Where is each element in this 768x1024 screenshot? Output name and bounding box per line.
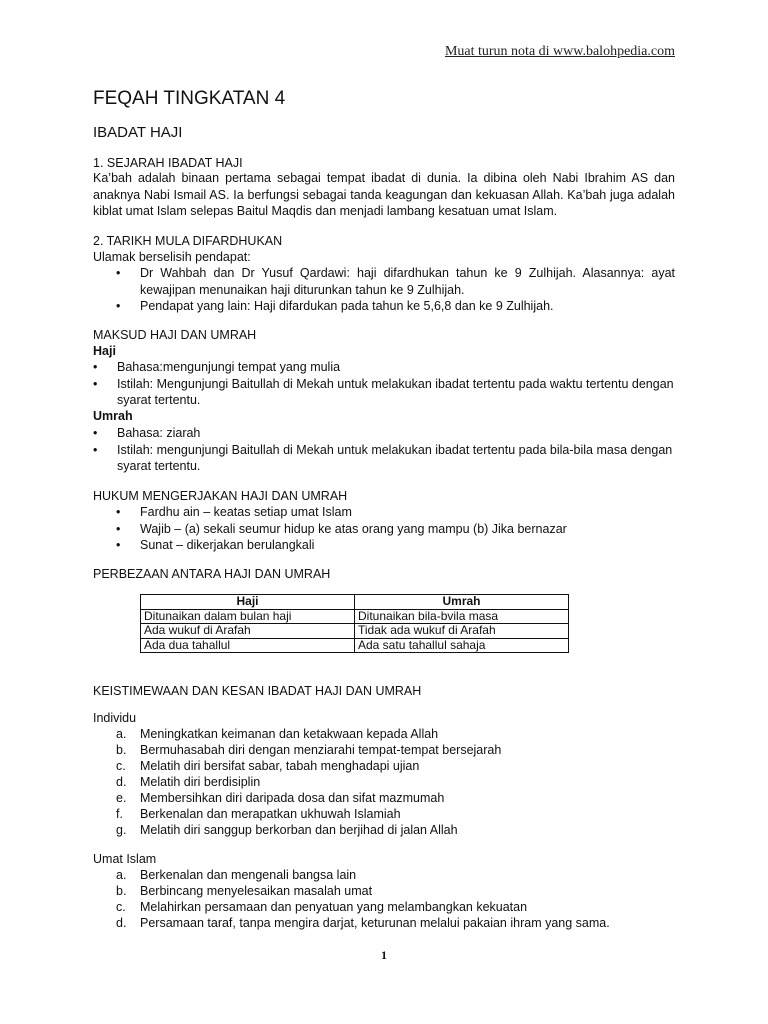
bullet-icon: • <box>93 360 98 374</box>
list-item-text: Meningkatkan keimanan dan ketakwaan kepada Allah <box>140 727 439 741</box>
list-item-text: Berbincang menyelesaikan masalah umat <box>140 884 373 898</box>
page-title: FEQAH TINGKATAN 4 <box>93 88 286 109</box>
table-header-cell: Umrah <box>355 595 569 610</box>
label-individu: Individu <box>93 711 137 725</box>
list-item-text: Pendapat yang lain: Haji difardukan pada tahun ke 5,6,8 dan ke 9 Zulhijah. <box>140 299 554 313</box>
table-cell: Ditunaikan bila-bvila masa <box>355 609 569 624</box>
page-subtitle: IBADAT HAJI <box>93 124 183 141</box>
list-item-text: Membersihkan diri daripada dosa dan sifat mazmumah <box>140 791 445 805</box>
list-item <box>116 806 675 822</box>
table-cell: Ada satu tahallul sahaja <box>355 638 569 653</box>
list-haji <box>93 359 675 409</box>
list-item <box>116 774 675 790</box>
list-item-text: Wajib – (a) sekali seumur hidup ke atas orang yang mampu (b) Jika bernazar <box>140 521 567 536</box>
list-item-text: Berkenalan dan mengenali bangsa lain <box>140 868 357 882</box>
list-item <box>116 298 675 315</box>
list-item <box>93 425 675 442</box>
section-heading-keistimewaan: KEISTIMEWAAN DAN KESAN IBADAT HAJI DAN UMRAH <box>93 684 422 698</box>
list-marker: c. <box>116 759 126 773</box>
list-item-text: Melatih diri berdisiplin <box>140 775 261 789</box>
list-item-text: Berkenalan dan merapatkan ukhuwah Islamiah <box>140 807 401 821</box>
list-marker: d. <box>116 775 127 789</box>
list-marker: d. <box>116 916 127 930</box>
list-item-text: Fardhu ain – keatas setiap umat Islam <box>140 505 352 519</box>
list-marker: c. <box>116 900 126 914</box>
section-heading-tarikh: 2. TARIKH MULA DIFARDHUKAN <box>93 234 283 248</box>
list-umrah <box>93 425 675 475</box>
bullet-icon: • <box>116 299 121 313</box>
label-umrah: Umrah <box>93 409 133 423</box>
section-heading-hukum: HUKUM MENGERJAKAN HAJI DAN UMRAH <box>93 489 348 503</box>
comparison-table <box>140 594 569 653</box>
bullet-icon: • <box>116 505 121 519</box>
list-item-text: Bahasa:mengunjungi tempat yang mulia <box>117 360 341 374</box>
list-item <box>116 790 675 806</box>
list-item-text: Sunat – dikerjakan berulangkali <box>140 538 315 552</box>
table-cell: Ditunaikan dalam bulan haji <box>141 609 355 624</box>
list-item-text: Persamaan taraf, tanpa mengira darjat, keturunan melalui pakaian ihram yang sama. <box>140 916 610 930</box>
list-item-text: Bahasa: ziarah <box>117 426 201 440</box>
list-item <box>116 521 675 538</box>
list-item <box>116 883 675 899</box>
table-row <box>141 624 569 639</box>
list-tarikh <box>116 265 675 315</box>
list-item <box>93 376 675 409</box>
list-item <box>116 742 675 758</box>
list-item-text: Melatih diri sanggup berkorban dan berjihad di jalan Allah <box>140 823 458 837</box>
table-row <box>141 638 569 653</box>
bullet-icon: • <box>116 266 121 280</box>
table-cell: Ada wukuf di Arafah <box>141 624 355 639</box>
bullet-icon: • <box>93 376 98 391</box>
list-item <box>116 899 675 915</box>
page-number: 1 <box>381 948 387 962</box>
list-item-text: Melatih diri bersifat sabar, tabah menghadapi ujian <box>140 759 420 773</box>
section-heading-maksud: MAKSUD HAJI DAN UMRAH <box>93 328 257 342</box>
bullet-icon: • <box>93 426 98 440</box>
list-marker: g. <box>116 823 127 837</box>
list-marker: a. <box>116 727 127 741</box>
section-intro-tarikh: Ulamak berselisih pendapat: <box>93 250 251 264</box>
list-marker: f. <box>116 807 123 821</box>
list-marker: a. <box>116 868 127 882</box>
list-hukum <box>116 504 675 554</box>
list-marker: b. <box>116 884 127 898</box>
table-row <box>141 609 569 624</box>
section-heading-sejarah: 1. SEJARAH IBADAT HAJI <box>93 156 243 170</box>
list-item <box>116 758 675 774</box>
label-haji: Haji <box>93 344 116 358</box>
list-marker: b. <box>116 743 127 757</box>
list-item <box>116 915 675 931</box>
table-header-cell: Haji <box>141 595 355 610</box>
bullet-icon: • <box>116 521 121 536</box>
list-item <box>116 822 675 838</box>
list-item <box>93 442 675 475</box>
list-item-text: Melahirkan persamaan dan penyatuan yang melambangkan kekuatan <box>140 900 528 914</box>
list-item-text: Istilah: mengunjungi Baitullah di Mekah untuk melakukan ibadat tertentu pada bila-bila masa dengan syarat tertentu. <box>117 442 673 473</box>
table-cell: Tidak ada wukuf di Arafah <box>355 624 569 639</box>
bullet-icon: • <box>116 538 121 552</box>
table-cell: Ada dua tahallul <box>141 638 355 653</box>
list-item <box>116 504 675 521</box>
list-marker: e. <box>116 791 127 805</box>
list-individu <box>116 726 675 838</box>
label-umat-islam: Umat Islam <box>93 852 157 866</box>
list-item-text: Bermuhasabah diri dengan menziarahi tempat-tempat bersejarah <box>140 743 502 757</box>
bullet-icon: • <box>93 442 98 457</box>
list-item <box>116 726 675 742</box>
list-item <box>93 359 675 376</box>
list-item-text: Dr Wahbah dan Dr Yusuf Qardawi: haji difardhukan tahun ke 9 Zulhijah. Alasannya: ayat kewajipan menunaikan haji diturunkan tahun ke 9 Zulhijah. <box>140 266 675 297</box>
list-item <box>116 867 675 883</box>
list-item-text: Istilah: Mengunjungi Baitullah di Mekah untuk melakukan ibadat tertentu pada waktu tertentu dengan syarat tertentu. <box>117 376 674 407</box>
list-item <box>116 265 675 298</box>
table-header-row <box>141 595 569 610</box>
list-item <box>116 537 675 554</box>
list-umat-islam <box>116 867 675 931</box>
section-heading-perbezaan: PERBEZAAN ANTARA HAJI DAN UMRAH <box>93 567 331 581</box>
header-link[interactable]: Muat turun nota di www.balohpedia.com <box>444 44 675 59</box>
section-body-sejarah: Ka’bah adalah binaan pertama sebagai tempat ibadat di dunia. Ia dibina oleh Nabi Ibrahim AS dan anaknya Nabi Ismail AS. Ia berfungsi sebagai tanda keagungan dan kekuasan Allah. Ka’bah juga adalah kiblat umat Islam selepas Baitul Maqdis dan menjadi lambang kesatuan umat Islam. <box>93 171 675 218</box>
